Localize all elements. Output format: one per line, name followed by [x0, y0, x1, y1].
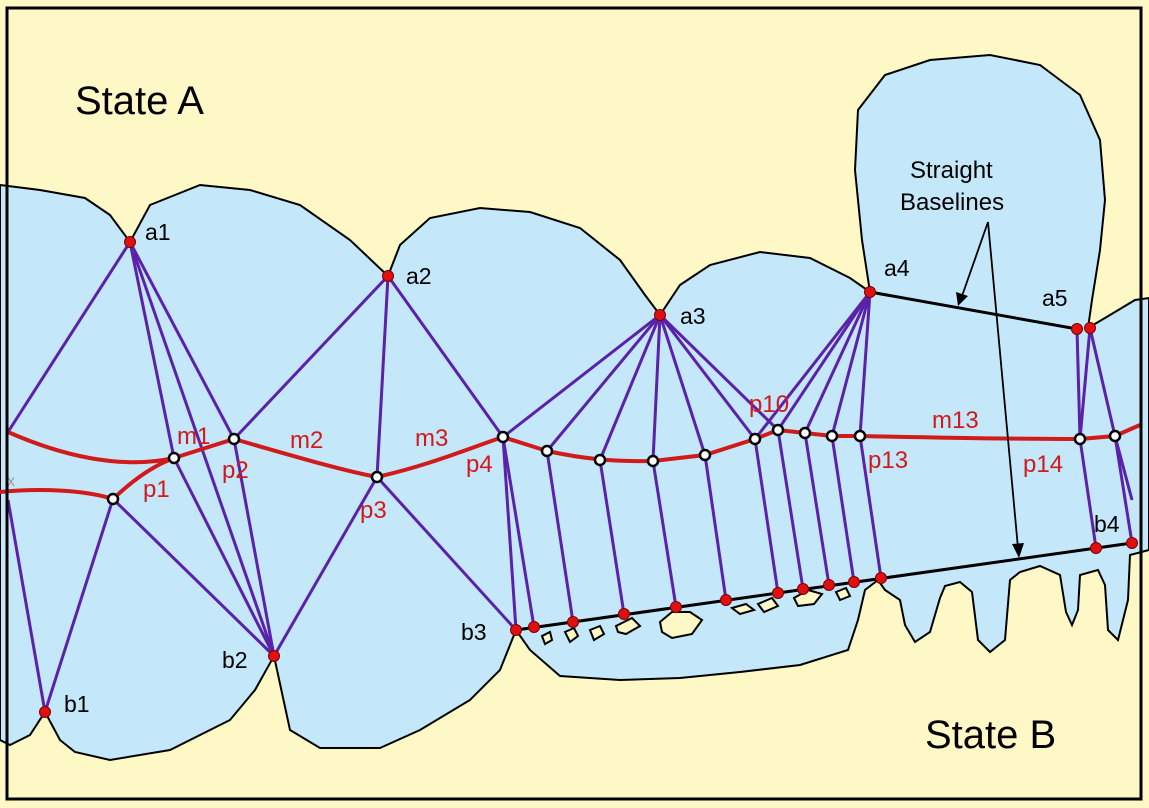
median-point — [498, 432, 508, 442]
basepoint-south — [529, 622, 540, 633]
label-b2: b2 — [222, 647, 248, 673]
median-point — [827, 431, 837, 441]
basepoint-south — [619, 609, 630, 620]
label-p3: p3 — [360, 497, 387, 524]
label-a3: a3 — [680, 303, 706, 329]
label-p2: p2 — [222, 457, 249, 484]
straight-baselines-label-line1: Straight — [910, 157, 993, 184]
state-b-label: State B — [925, 713, 1057, 757]
basepoint-a2 — [383, 271, 394, 282]
basepoint-south — [824, 580, 835, 591]
label-a1: a1 — [145, 219, 171, 245]
label-b1: b1 — [64, 691, 90, 717]
small-x-marker: x — [7, 473, 15, 490]
median-point — [1075, 434, 1085, 444]
state-a-label: State A — [75, 79, 204, 123]
basepoint-a3 — [655, 310, 666, 321]
basepoint-south — [773, 588, 784, 599]
basepoint-south — [568, 617, 579, 628]
label-p4: p4 — [466, 451, 493, 478]
basepoint-south — [876, 573, 887, 584]
basepoint-a5-left — [1072, 324, 1083, 335]
median-point — [800, 428, 810, 438]
median-point — [595, 455, 605, 465]
basepoint-b4-right — [1127, 538, 1138, 549]
median-point — [372, 472, 382, 482]
basepoint-b4 — [1091, 543, 1102, 554]
median-point — [700, 450, 710, 460]
label-b3: b3 — [461, 619, 487, 645]
basepoint-a1 — [125, 237, 136, 248]
straight-baselines-label-line2: Baselines — [900, 189, 1005, 216]
label-m3: m3 — [415, 425, 449, 452]
basepoint-b3 — [511, 625, 522, 636]
label-m2: m2 — [290, 427, 324, 454]
label-b4: b4 — [1094, 511, 1120, 537]
median-point — [229, 434, 239, 444]
label-a2: a2 — [406, 263, 432, 289]
basepoint-a4 — [865, 287, 876, 298]
label-p1: p1 — [143, 476, 170, 503]
label-p10: p10 — [749, 391, 790, 418]
basepoint-south — [798, 584, 809, 595]
median-point — [542, 446, 552, 456]
basepoint-south — [721, 595, 732, 606]
median-point — [169, 453, 179, 463]
label-a4: a4 — [884, 255, 910, 281]
label-a5: a5 — [1042, 285, 1068, 311]
median-point — [855, 431, 865, 441]
median-point — [108, 494, 118, 504]
basepoint-a5-right — [1085, 323, 1096, 334]
label-m1: m1 — [177, 423, 211, 450]
median-point — [750, 434, 760, 444]
label-p13: p13 — [868, 447, 909, 474]
median-point — [1110, 431, 1120, 441]
basepoint-b1 — [40, 707, 51, 718]
label-p14: p14 — [1023, 451, 1064, 478]
median-point — [648, 456, 658, 466]
basepoint-b2 — [269, 651, 280, 662]
label-m13: m13 — [932, 407, 979, 434]
basepoint-south — [671, 602, 682, 613]
basepoint-south — [849, 577, 860, 588]
median-point — [773, 425, 783, 435]
